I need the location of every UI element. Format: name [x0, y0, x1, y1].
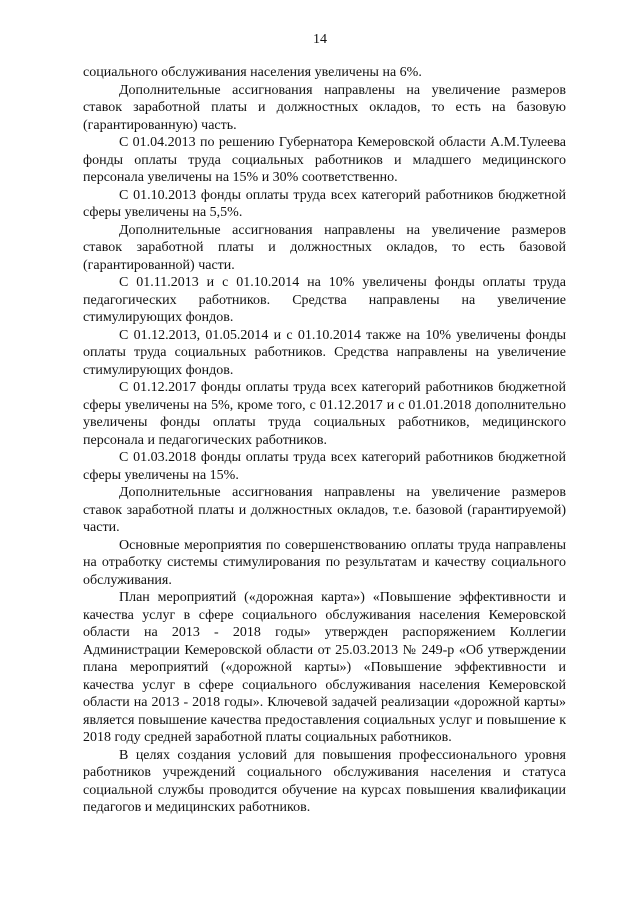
paragraph: Основные мероприятия по совершенствованию оплаты труда направлены на отработку системы стимулирования по результатам и качеству социального обслуживания. — [83, 537, 566, 588]
paragraph: С 01.12.2013, 01.05.2014 и с 01.10.2014 также на 10% увеличены фонды оплаты труда социальных работников. Средства направлены на увеличение стимулирующих фондов. — [83, 327, 566, 378]
paragraph: С 01.10.2013 фонды оплаты труда всех категорий работников бюджетной сферы увеличены на 5,5%. — [83, 187, 566, 220]
paragraph: Дополнительные ассигнования направлены на увеличение размеров ставок заработной платы и должностных окладов, то есть базовой (гарантированной) части. — [83, 222, 566, 273]
paragraph: социального обслуживания населения увеличены на 6%. — [83, 65, 422, 80]
page-number: 14 — [313, 32, 327, 47]
paragraph: С 01.03.2018 фонды оплаты труда всех категорий работников бюджетной сферы увеличены на 15%. — [83, 450, 566, 483]
paragraph: Дополнительные ассигнования направлены на увеличение размеров ставок заработной платы и должностных окладов, то есть на базовую (гарантированную) часть. — [83, 82, 566, 133]
paragraph: План мероприятий («дорожная карта») «Повышение эффективности и качества услуг в сфере социального обслуживания населения Кемеровской области на 2013 - 2018 годы» утвержден распоряжением Коллегии Администрации Кемеровской области от 25.03.2013 № 249-р «Об утверждении плана мероприятий («дорожной карты») «Повышение эффективности и качества услуг в сфере социального обслуживания населения Кемеровской области на 2013 - 2018 годы». Ключевой задачей реализации «дорожной карты» является повышение качества предоставления социальных услуг и повышение к 2018 году средней заработной платы социальных работников. — [83, 590, 566, 745]
paragraph: С 01.12.2017 фонды оплаты труда всех категорий работников бюджетной сферы увеличены на 5%, кроме того, с 01.12.2017 и с 01.01.2018 дополнительно увеличены фонды оплаты труда социальных работников, медицинского персонала и педагогических работников. — [83, 380, 566, 448]
document-body — [83, 64, 566, 817]
paragraph: Дополнительные ассигнования направлены на увеличение размеров ставок заработной платы и должностных окладов, т.е. базовой (гарантируемой) части. — [83, 485, 566, 535]
paragraph: В целях создания условий для повышения профессионального уровня работников учреждений социального обслуживания населения и статуса социальной службы проводится обучение на курсах повышения квалификации педагогов и медицинских работников. — [83, 747, 566, 815]
paragraph: С 01.11.2013 и с 01.10.2014 на 10% увеличены фонды оплаты труда педагогических работников. Средства направлены на увеличение стимулирующих фондов. — [83, 275, 566, 325]
paragraph: С 01.04.2013 по решению Губернатора Кемеровской области А.М.Тулеева фонды оплаты труда социальных работников и младшего медицинского персонала увеличены на 15% и 30% соответственно. — [83, 135, 566, 185]
